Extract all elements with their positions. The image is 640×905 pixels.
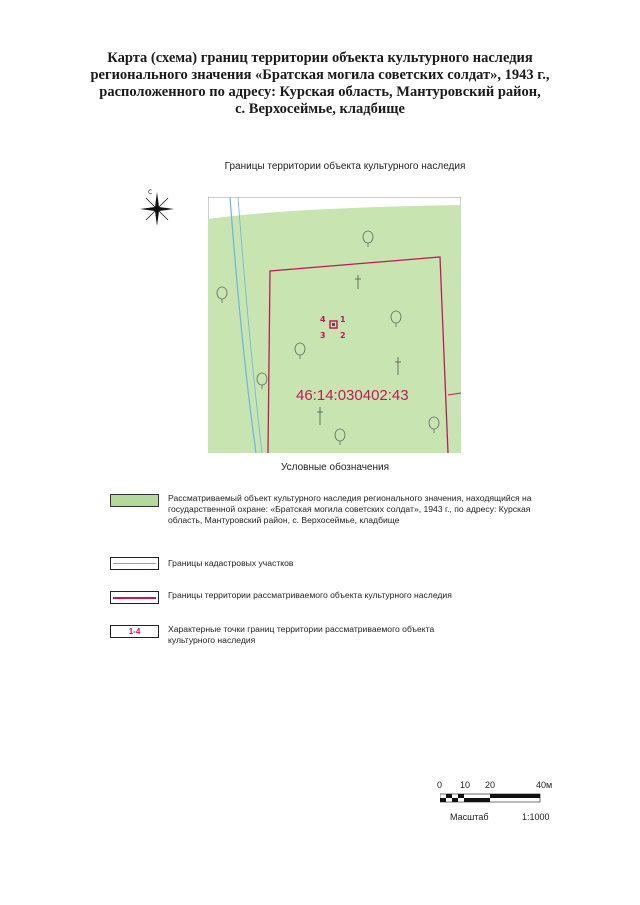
scale-tick-20: 20 xyxy=(485,780,496,790)
legend-swatch-green-area xyxy=(110,494,159,507)
title-line-1: Карта (схема) границ территории объекта культурного наследия xyxy=(107,50,533,66)
scale-ratio: 1:1000 xyxy=(522,812,550,822)
legend-text: Границы территории рассматриваемого объекта культурного наследия xyxy=(168,590,452,600)
legend-swatch-point-label: 1-4 xyxy=(128,627,141,636)
legend-swatch-point xyxy=(110,625,159,638)
scale-tick-0: 0 xyxy=(437,780,443,790)
map-caption: Границы территории объекта культурного наследия xyxy=(224,161,466,172)
scale-graphic xyxy=(440,793,552,803)
point-label-1: 1 xyxy=(340,315,346,324)
title-line-4: с. Верхосеймье, кладбище xyxy=(235,101,405,117)
legend-text: Характерные точки границ территории рассматриваемого объекта культурного наследия xyxy=(168,624,435,645)
point-label-2: 2 xyxy=(340,331,346,340)
legend-text: Границы кадастровых участков xyxy=(168,558,294,568)
title-line-3: расположенного по адресу: Курская область, Мантуровский район, xyxy=(99,84,541,100)
monument-marker xyxy=(332,323,335,326)
scale-tick-40: 40м xyxy=(536,780,553,790)
green-area xyxy=(208,205,461,453)
point-label-3: 3 xyxy=(320,331,326,340)
site-map xyxy=(208,197,461,453)
scale-tick-10: 10 xyxy=(460,780,471,790)
legend-title: Условные обозначения xyxy=(280,462,390,473)
compass-label: С xyxy=(148,189,153,196)
map-title xyxy=(60,50,580,118)
cadastral-number: 46:14:030402:43 xyxy=(296,387,409,404)
scale-label: Масштаб xyxy=(450,812,489,822)
legend-swatch-thin-line xyxy=(110,557,159,570)
title-line-2: регионального значения «Братская могила советских солдат», 1943 г., xyxy=(90,67,550,83)
north-arrow-icon xyxy=(134,186,180,232)
legend-swatch-thick-line xyxy=(110,591,159,604)
point-label-4: 4 xyxy=(320,315,326,324)
legend-text: Рассматриваемый объект культурного наследия регионального значения, находящийся на государственной охране: «Братская могила советских солдат», 1943 г., по адресу: Курская область, Мантуровский район, с. Верхосеймье, кладбище xyxy=(168,493,532,525)
scale-bar xyxy=(430,780,590,830)
